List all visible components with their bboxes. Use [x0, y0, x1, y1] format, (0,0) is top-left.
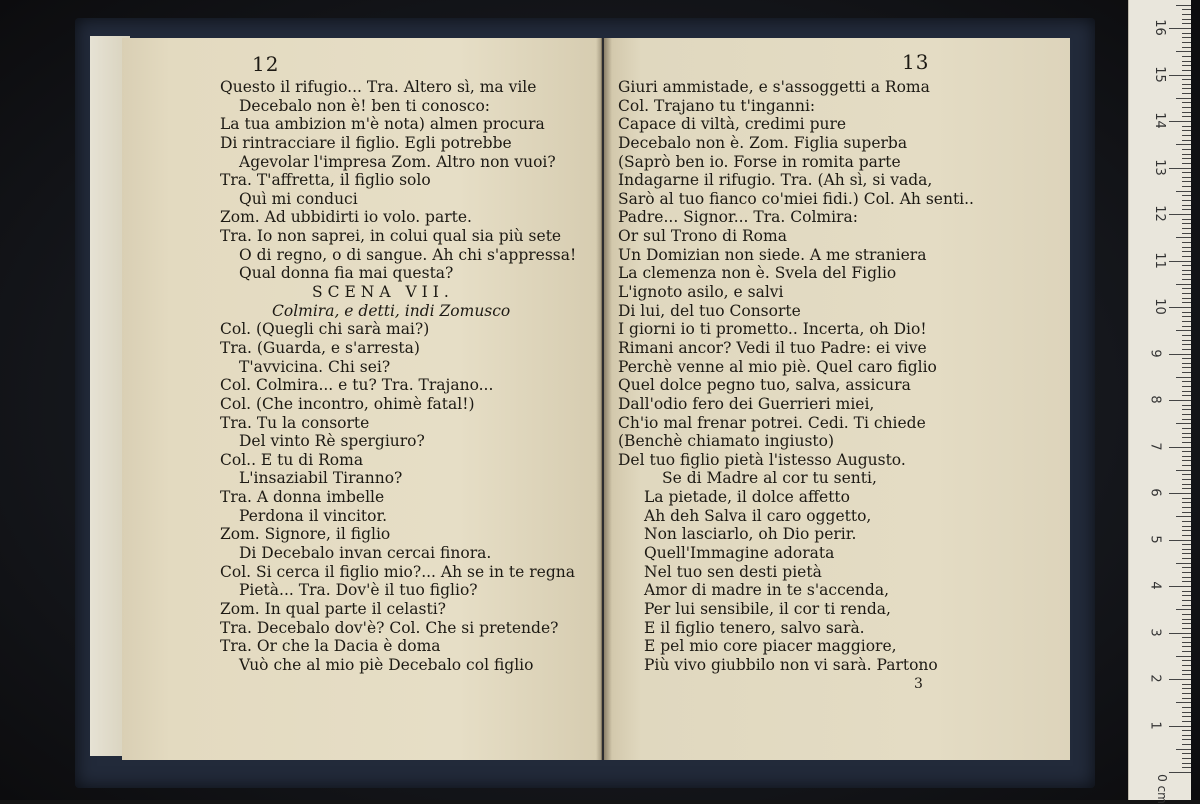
- text-line: Col.. E tu di Roma: [220, 450, 364, 469]
- ruler-tick: [1182, 651, 1191, 652]
- ruler-tick: [1182, 684, 1191, 685]
- ruler-tick: [1182, 340, 1191, 341]
- ruler-tick: [1182, 558, 1191, 559]
- ruler-tick: [1169, 726, 1191, 727]
- ruler-tick: [1182, 419, 1191, 420]
- text-line: Quì mi conduci: [239, 189, 358, 208]
- text-line: Del vinto Rè spergiuro?: [239, 432, 425, 451]
- ruler-tick: [1182, 270, 1191, 271]
- ruler-tick: [1182, 405, 1191, 406]
- ruler-tick: [1182, 102, 1191, 103]
- ruler-tick: [1182, 605, 1191, 606]
- ruler-tick: [1176, 470, 1191, 471]
- text-line: Pietà... Tra. Dov'è il tuo figlio?: [239, 581, 478, 600]
- ruler-tick: [1182, 326, 1191, 327]
- ruler-tick: [1182, 642, 1191, 643]
- text-line: La pietade, il dolce affetto: [644, 488, 850, 507]
- text-line: Del tuo figlio pietà l'istesso Augusto.: [618, 450, 906, 469]
- ruler-tick: [1182, 298, 1191, 299]
- text-line: Nel tuo sen desti pietà: [644, 562, 822, 581]
- text-line: Perdona il vincitor.: [239, 506, 388, 525]
- ruler-tick: [1182, 84, 1191, 85]
- ruler-tick: [1182, 437, 1191, 438]
- ruler-tick: [1182, 223, 1191, 224]
- ruler-tick: [1182, 730, 1191, 731]
- text-line: La clemenza non è. Svela del Figlio: [618, 264, 897, 283]
- text-line: (Benchè chiamato ingiusto): [618, 432, 835, 451]
- ruler-tick: [1182, 302, 1191, 303]
- ruler-tick: [1182, 344, 1191, 345]
- ruler-tick: [1182, 498, 1191, 499]
- ruler-tick: [1182, 623, 1191, 624]
- ruler-tick: [1182, 205, 1191, 206]
- ruler-tick: [1182, 670, 1191, 671]
- ruler-tick: [1169, 168, 1191, 169]
- ruler-tick: [1182, 693, 1191, 694]
- ruler-tick: [1182, 512, 1191, 513]
- ruler-tick: [1169, 261, 1191, 262]
- text-line: Questo il rifugio... Tra. Altero sì, ma vile: [220, 78, 537, 96]
- text-line: Zom. In qual parte il celasti?: [220, 599, 446, 618]
- ruler-number: 6: [1147, 488, 1163, 497]
- ruler-tick: [1182, 572, 1191, 573]
- ruler-tick: [1182, 251, 1191, 252]
- ruler-tick: [1182, 140, 1191, 141]
- ruler-number: 16: [1151, 19, 1167, 36]
- text-line: Col. Trajano tu t'inganni:: [618, 96, 816, 115]
- text-line: (Saprò ben io. Forse in romita parte: [618, 152, 901, 171]
- ruler-tick: [1182, 274, 1191, 275]
- ruler-tick: [1182, 660, 1191, 661]
- ruler-tick: [1182, 363, 1191, 364]
- ruler-tick: [1182, 451, 1191, 452]
- ruler-tick: [1182, 186, 1191, 187]
- ruler-tick: [1182, 349, 1191, 350]
- ruler-tick: [1182, 228, 1191, 229]
- ruler-tick: [1176, 423, 1191, 424]
- ruler-tick: [1176, 191, 1191, 192]
- ruler-tick: [1182, 293, 1191, 294]
- text-line: SCENA VII.: [312, 283, 454, 302]
- text-line: Agevolar l'impresa Zom. Altro non vuoi?: [239, 152, 556, 171]
- ruler-tick: [1182, 521, 1191, 522]
- ruler-tick: [1182, 442, 1191, 443]
- text-line: I giorni io ti prometto.. Incerta, oh Dio!: [618, 320, 927, 339]
- ruler-tick: [1182, 93, 1191, 94]
- ruler-tick: [1176, 98, 1191, 99]
- ruler-tick: [1182, 112, 1191, 113]
- ruler-tick: [1182, 549, 1191, 550]
- right-page-text: [604, 78, 1070, 693]
- ruler-number: 5: [1147, 534, 1163, 544]
- ruler-tick: [1176, 656, 1191, 657]
- ruler-tick: [1182, 116, 1191, 117]
- text-line: Or sul Trono di Roma: [618, 227, 787, 246]
- ruler-tick: [1169, 214, 1191, 215]
- text-line: Indagarne il rifugio. Tra. (Ah sì, si vada,: [618, 171, 933, 190]
- ruler-number: 1: [1147, 720, 1163, 730]
- ruler-tick: [1182, 707, 1191, 708]
- ruler-tick: [1182, 595, 1191, 596]
- text-line: Tra. A donna imbelle: [220, 488, 385, 507]
- ruler-number: 12: [1151, 205, 1167, 222]
- ruler-tick: [1182, 9, 1191, 10]
- ruler-tick: [1176, 609, 1191, 610]
- ruler-tick: [1182, 577, 1191, 578]
- ruler-tick: [1182, 544, 1191, 545]
- text-line: Non lasciarlo, oh Dio perir.: [644, 525, 857, 544]
- ruler-tick: [1182, 414, 1191, 415]
- ruler-tick: [1182, 33, 1191, 34]
- ruler-tick: [1182, 265, 1191, 266]
- ruler-tick: [1182, 233, 1191, 234]
- text-line: 3: [914, 675, 923, 692]
- ruler-tick: [1182, 456, 1191, 457]
- ruler-tick: [1182, 484, 1191, 485]
- ruler-number: 10: [1151, 298, 1167, 315]
- text-line: La tua ambizion m'è nota) almen procura: [220, 115, 545, 134]
- text-line: Un Domizian non siede. A me straniera: [618, 245, 927, 264]
- ruler-tick: [1182, 47, 1191, 48]
- ruler-tick: [1182, 200, 1191, 201]
- ruler-tick: [1182, 209, 1191, 210]
- ruler-tick: [1182, 530, 1191, 531]
- ruler-tick: [1169, 772, 1191, 773]
- ruler-tick: [1182, 61, 1191, 62]
- left-page: [122, 38, 602, 760]
- ruler-tick: [1176, 702, 1191, 703]
- ruler-tick: [1182, 581, 1191, 582]
- ruler-tick: [1182, 409, 1191, 410]
- text-line: Tra. T'affretta, il figlio solo: [220, 171, 431, 190]
- text-line: Qual donna fia mai questa?: [239, 264, 454, 283]
- ruler-tick: [1169, 540, 1191, 541]
- text-line: E pel mio core piacer maggiore,: [644, 637, 897, 656]
- text-line: Zom. Ad ubbidirti io volo. parte.: [220, 208, 472, 227]
- ruler-tick: [1182, 428, 1191, 429]
- text-line: Tra. Decebalo dov'è? Col. Che si pretende?: [220, 618, 559, 637]
- ruler-tick: [1182, 195, 1191, 196]
- text-line: Quell'Immagine adorata: [644, 544, 835, 563]
- ruler-unit-label: 0 cm: [1154, 774, 1169, 804]
- text-line: Col. (Quegli chi sarà mai?): [220, 320, 430, 339]
- text-line: Tra. Or che la Dacia è doma: [220, 637, 441, 656]
- ruler-tick: [1182, 474, 1191, 475]
- text-line: L'insaziabil Tiranno?: [239, 469, 403, 488]
- right-page: [604, 38, 1070, 760]
- ruler-tick: [1182, 698, 1191, 699]
- text-line: Quel dolce pegno tuo, salva, assicura: [618, 376, 911, 395]
- ruler-tick: [1182, 149, 1191, 150]
- ruler-tick: [1182, 674, 1191, 675]
- ruler-tick: [1182, 56, 1191, 57]
- text-line: Perchè venne al mio piè. Quel caro figlio: [618, 357, 937, 376]
- ruler-tick: [1182, 242, 1191, 243]
- text-line: Più vivo giubbilo non vi sarà. Partono: [644, 655, 938, 674]
- ruler-tick: [1182, 758, 1191, 759]
- text-line: Colmira, e detti, indi Zomusco: [272, 301, 511, 320]
- ruler-tick: [1182, 767, 1191, 768]
- ruler-tick: [1182, 465, 1191, 466]
- ruler-tick: [1182, 79, 1191, 80]
- ruler-tick: [1182, 600, 1191, 601]
- right-page-number: 13: [902, 50, 930, 74]
- text-line: Amor di madre in te s'accenda,: [644, 581, 889, 600]
- ruler-tick: [1182, 154, 1191, 155]
- text-line: Dall'odio fero dei Guerrieri miei,: [618, 394, 875, 413]
- ruler-tick: [1182, 716, 1191, 717]
- ruler-tick: [1182, 130, 1191, 131]
- ruler-tick: [1182, 88, 1191, 89]
- text-line: Ah deh Salva il caro oggetto,: [644, 506, 872, 525]
- ruler-tick: [1182, 321, 1191, 322]
- measuring-ruler: [1128, 0, 1191, 804]
- ruler-number: 15: [1151, 65, 1167, 83]
- ruler-tick: [1182, 14, 1191, 15]
- ruler-tick: [1182, 433, 1191, 434]
- text-line: Di lui, del tuo Consorte: [618, 301, 801, 320]
- ruler-tick: [1182, 744, 1191, 745]
- text-line: Decebalo non è. Zom. Figlia superba: [618, 133, 908, 152]
- ruler-tick: [1169, 307, 1191, 308]
- ruler-tick: [1182, 665, 1191, 666]
- ruler-tick: [1182, 535, 1191, 536]
- text-line: Di rintracciare il figlio. Egli potrebbe: [220, 133, 512, 152]
- ruler-tick: [1182, 372, 1191, 373]
- text-line: Col. Si cerca il figlio mio?... Ah se in te regna: [220, 562, 575, 581]
- ruler-tick: [1182, 646, 1191, 647]
- ruler-tick: [1182, 177, 1191, 178]
- ruler-tick: [1169, 28, 1191, 29]
- ruler-tick: [1182, 479, 1191, 480]
- text-line: Sarò al tuo fianco co'miei fidi.) Col. Ah senti..: [618, 189, 974, 208]
- ruler-tick: [1182, 279, 1191, 280]
- ruler-tick: [1182, 247, 1191, 248]
- ruler-tick: [1182, 181, 1191, 182]
- ruler-tick: [1182, 712, 1191, 713]
- text-line: Tra. Io non saprei, in colui qual sia più sete: [220, 227, 562, 246]
- text-line: Capace di viltà, credimi pure: [618, 115, 847, 134]
- ruler-tick: [1182, 42, 1191, 43]
- ruler-tick: [1182, 158, 1191, 159]
- ruler-tick: [1182, 553, 1191, 554]
- ruler-tick: [1176, 516, 1191, 517]
- ruler-tick: [1182, 763, 1191, 764]
- ruler-tick: [1182, 502, 1191, 503]
- text-line: L'ignoto asilo, e salvi: [618, 283, 784, 302]
- ruler-tick: [1169, 586, 1191, 587]
- ruler-tick: [1182, 739, 1191, 740]
- text-line: Col. Colmira... e tu? Tra. Trajano...: [220, 376, 494, 395]
- ruler-tick: [1182, 312, 1191, 313]
- ruler-tick: [1182, 507, 1191, 508]
- ruler-tick: [1182, 367, 1191, 368]
- ruler-tick: [1182, 488, 1191, 489]
- ruler-number: 13: [1151, 158, 1167, 176]
- text-line: T'avvicina. Chi sei?: [239, 357, 391, 376]
- ruler-tick: [1182, 591, 1191, 592]
- ruler-tick: [1182, 70, 1191, 71]
- ruler-tick: [1182, 381, 1191, 382]
- ruler-tick: [1182, 628, 1191, 629]
- ruler-tick: [1182, 19, 1191, 20]
- ruler-tick: [1182, 386, 1191, 387]
- text-line: Decebalo non è! ben ti conosco:: [239, 96, 491, 115]
- ruler-tick: [1182, 567, 1191, 568]
- text-line: Rimani ancor? Vedi il tuo Padre: ei vive: [618, 338, 927, 357]
- ruler-tick: [1169, 633, 1191, 634]
- ruler-tick: [1182, 735, 1191, 736]
- left-page-text: [122, 78, 601, 675]
- ruler-tick: [1182, 172, 1191, 173]
- ruler-number: 7: [1147, 441, 1163, 451]
- text-line: Tra. (Guarda, e s'arresta): [220, 338, 420, 357]
- ruler-tick: [1169, 354, 1191, 355]
- text-line: Tra. Tu la consorte: [220, 413, 370, 432]
- text-line: Col. (Che incontro, ohimè fatal!): [220, 394, 475, 413]
- ruler-tick: [1182, 335, 1191, 336]
- text-line: Vuò che al mio piè Decebalo col figlio: [239, 655, 534, 674]
- text-line: O di regno, o di sangue. Ah chi s'appressa!: [239, 245, 577, 264]
- ruler-tick: [1176, 749, 1191, 750]
- ruler-tick: [1182, 219, 1191, 220]
- ruler-tick: [1169, 75, 1191, 76]
- ruler-tick: [1182, 135, 1191, 136]
- ruler-tick: [1176, 563, 1191, 564]
- ruler-tick: [1182, 316, 1191, 317]
- ruler-number: 3: [1147, 627, 1163, 637]
- ruler-tick: [1182, 358, 1191, 359]
- ruler-tick: [1182, 107, 1191, 108]
- ruler-tick: [1169, 493, 1191, 494]
- ruler-tick: [1169, 400, 1191, 401]
- ruler-tick: [1169, 121, 1191, 122]
- ruler-tick: [1182, 37, 1191, 38]
- ruler-tick: [1176, 237, 1191, 238]
- ruler-tick: [1182, 126, 1191, 127]
- text-line: Giuri ammistade, e s'assoggetti a Roma: [618, 78, 930, 96]
- ruler-number: 14: [1151, 112, 1167, 129]
- ruler-number: 2: [1147, 674, 1163, 683]
- ruler-tick: [1169, 679, 1191, 680]
- ruler-tick: [1182, 163, 1191, 164]
- ruler-tick: [1176, 284, 1191, 285]
- ruler-tick: [1182, 688, 1191, 689]
- ruler-number: 4: [1147, 581, 1163, 590]
- ruler-tick: [1176, 51, 1191, 52]
- text-line: Di Decebalo invan cercai finora.: [239, 544, 492, 563]
- ruler-tick: [1182, 395, 1191, 396]
- ruler-number: 8: [1147, 395, 1163, 404]
- ruler-tick: [1176, 377, 1191, 378]
- ruler-tick: [1182, 526, 1191, 527]
- ruler-tick: [1182, 614, 1191, 615]
- ruler-tick: [1176, 330, 1191, 331]
- ruler-tick: [1182, 721, 1191, 722]
- book-gutter: [596, 38, 612, 760]
- ruler-tick: [1182, 391, 1191, 392]
- left-page-number: 12: [252, 52, 280, 76]
- ruler-number: 11: [1151, 251, 1167, 269]
- ruler-tick: [1169, 447, 1191, 448]
- ruler-tick: [1182, 256, 1191, 257]
- text-line: Zom. Signore, il figlio: [220, 525, 391, 544]
- ruler-tick: [1182, 460, 1191, 461]
- ruler-tick: [1182, 288, 1191, 289]
- text-line: Se di Madre al cor tu senti,: [662, 469, 877, 488]
- text-line: Per lui sensibile, il cor ti renda,: [644, 599, 891, 618]
- ruler-tick: [1182, 65, 1191, 66]
- ruler-tick: [1182, 753, 1191, 754]
- ruler-tick: [1176, 5, 1191, 6]
- ruler-tick: [1176, 144, 1191, 145]
- text-line: Ch'io mal frenar potrei. Cedi. Ti chiede: [618, 413, 926, 432]
- text-line: Padre... Signor... Tra. Colmira:: [618, 208, 858, 227]
- ruler-tick: [1182, 637, 1191, 638]
- ruler-tick: [1182, 23, 1191, 24]
- ruler-number: 9: [1147, 348, 1163, 358]
- ruler-tick: [1182, 619, 1191, 620]
- text-line: E il figlio tenero, salvo sarà.: [644, 618, 865, 637]
